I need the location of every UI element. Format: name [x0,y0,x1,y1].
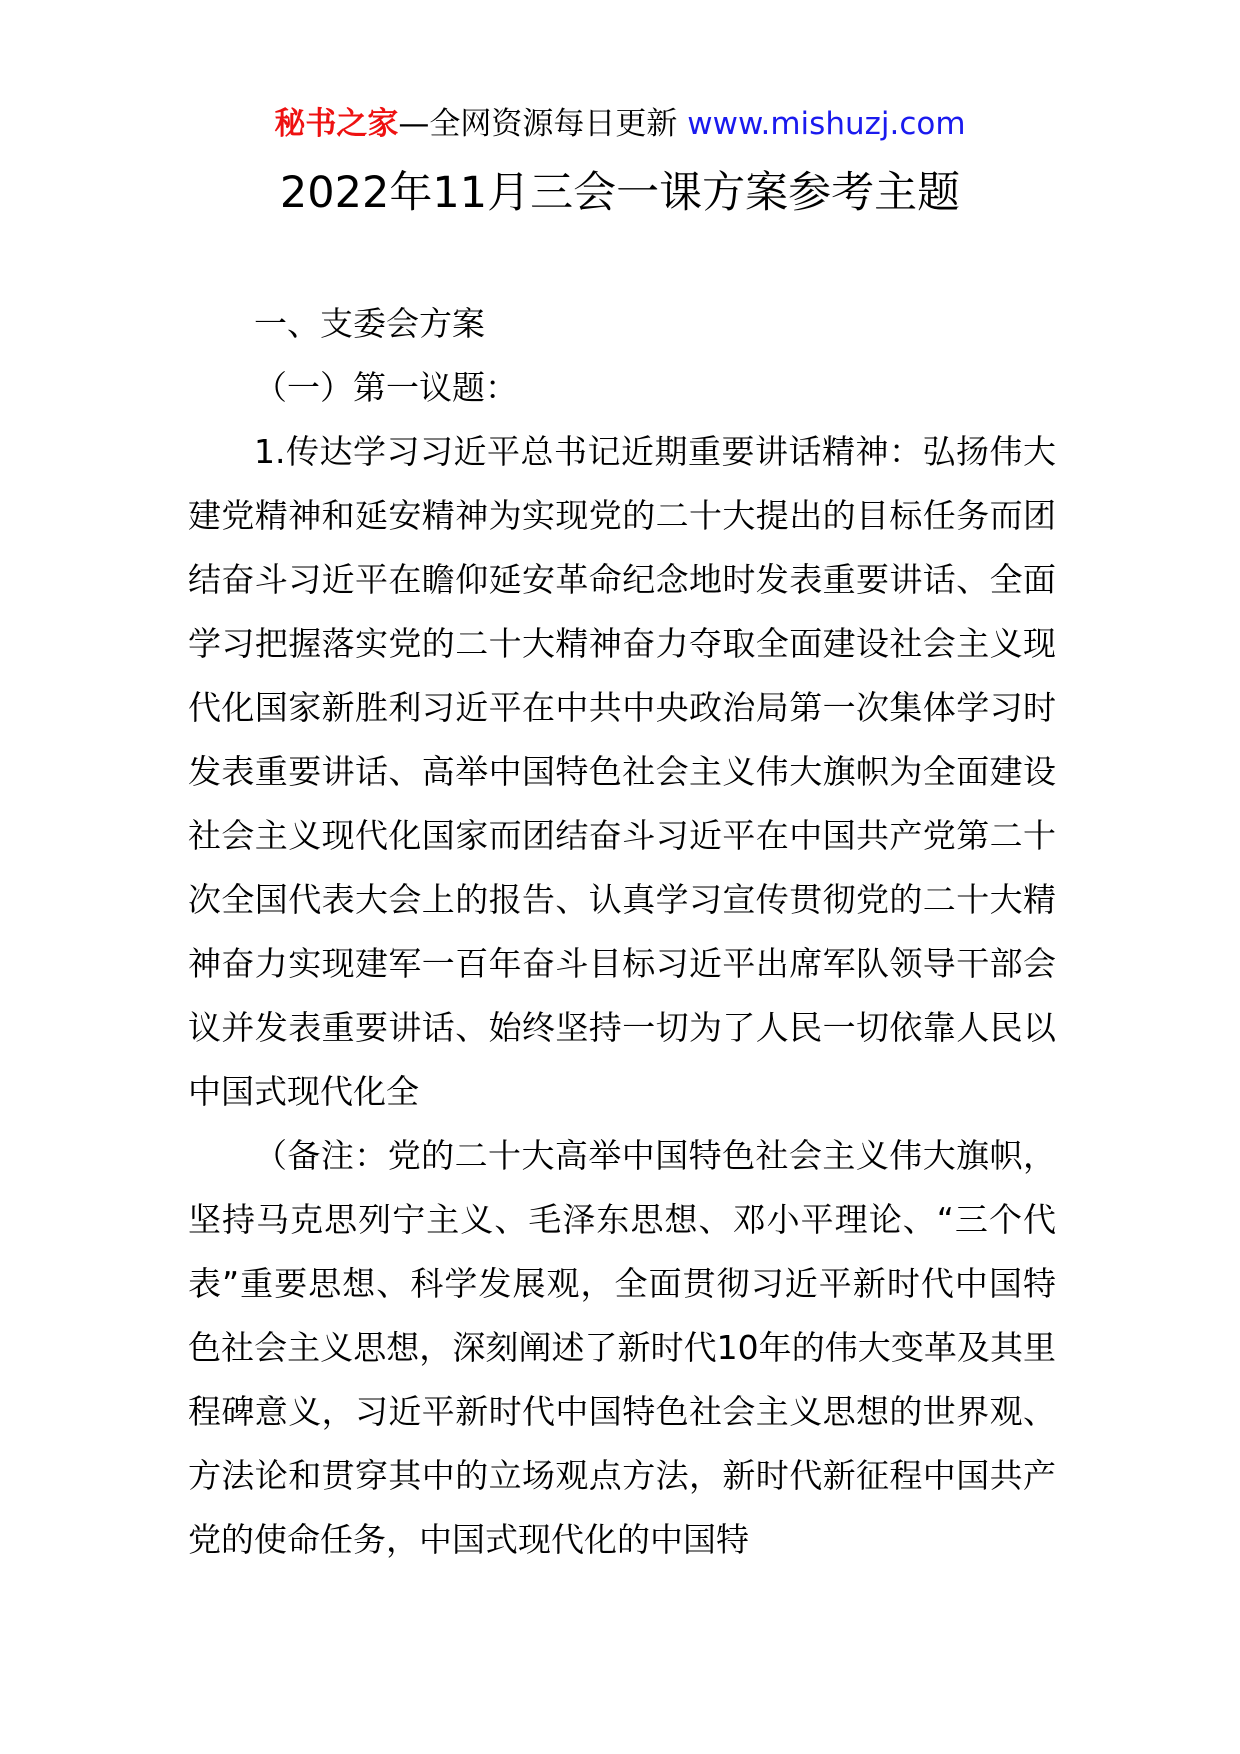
document-body [188,292,1056,1572]
note-paragraph: （备注：党的二十大高举中国特色社会主义伟大旗帜，坚持马克思列宁主义、毛泽东思想、邓小平理论、“三个代表”重要思想、科学发展观，全面贯彻习近平新时代中国特色社会主义思想，深刻阐述了新时代10年的伟大变革及其里程碑意义，习近平新时代中国特色社会主义思想的世界观、方法论和贯穿其中的立场观点方法，新时代新征程中国共产党的使命任务，中国式现代化的中国特 [188,1136,1056,1559]
subsection-heading: （一）第一议题： [254,368,518,407]
site-header [0,104,1240,144]
body-paragraph: 1.传达学习习近平总书记近期重要讲话精神：弘扬伟大建党精神和延安精神为实现党的二十大提出的目标任务而团结奋斗习近平在瞻仰延安革命纪念地时发表重要讲话、全面学习把握落实党的二十大精神奋力夺取全面建设社会主义现代化国家新胜利习近平在中共中央政治局第一次集体学习时发表重要讲话、高举中国特色社会主义伟大旗帜为全面建设社会主义现代化国家而团结奋斗习近平在中国共产党第二十次全国代表大会上的报告、认真学习宣传贯彻党的二十大精神奋力实现建军一百年奋斗目标习近平出席军队领导干部会议并发表重要讲话、始终坚持一切为了人民一切依靠人民以中国式现代化全 [188,432,1056,1111]
document-title: 2022年11月三会一课方案参考主题 [279,168,961,218]
header-slogan: —全网资源每日更新 [398,106,678,142]
site-url[interactable]: www.mishuzj.com [687,106,966,142]
section-heading: 一、支委会方案 [254,304,485,343]
brand-name: 秘书之家 [274,106,399,142]
